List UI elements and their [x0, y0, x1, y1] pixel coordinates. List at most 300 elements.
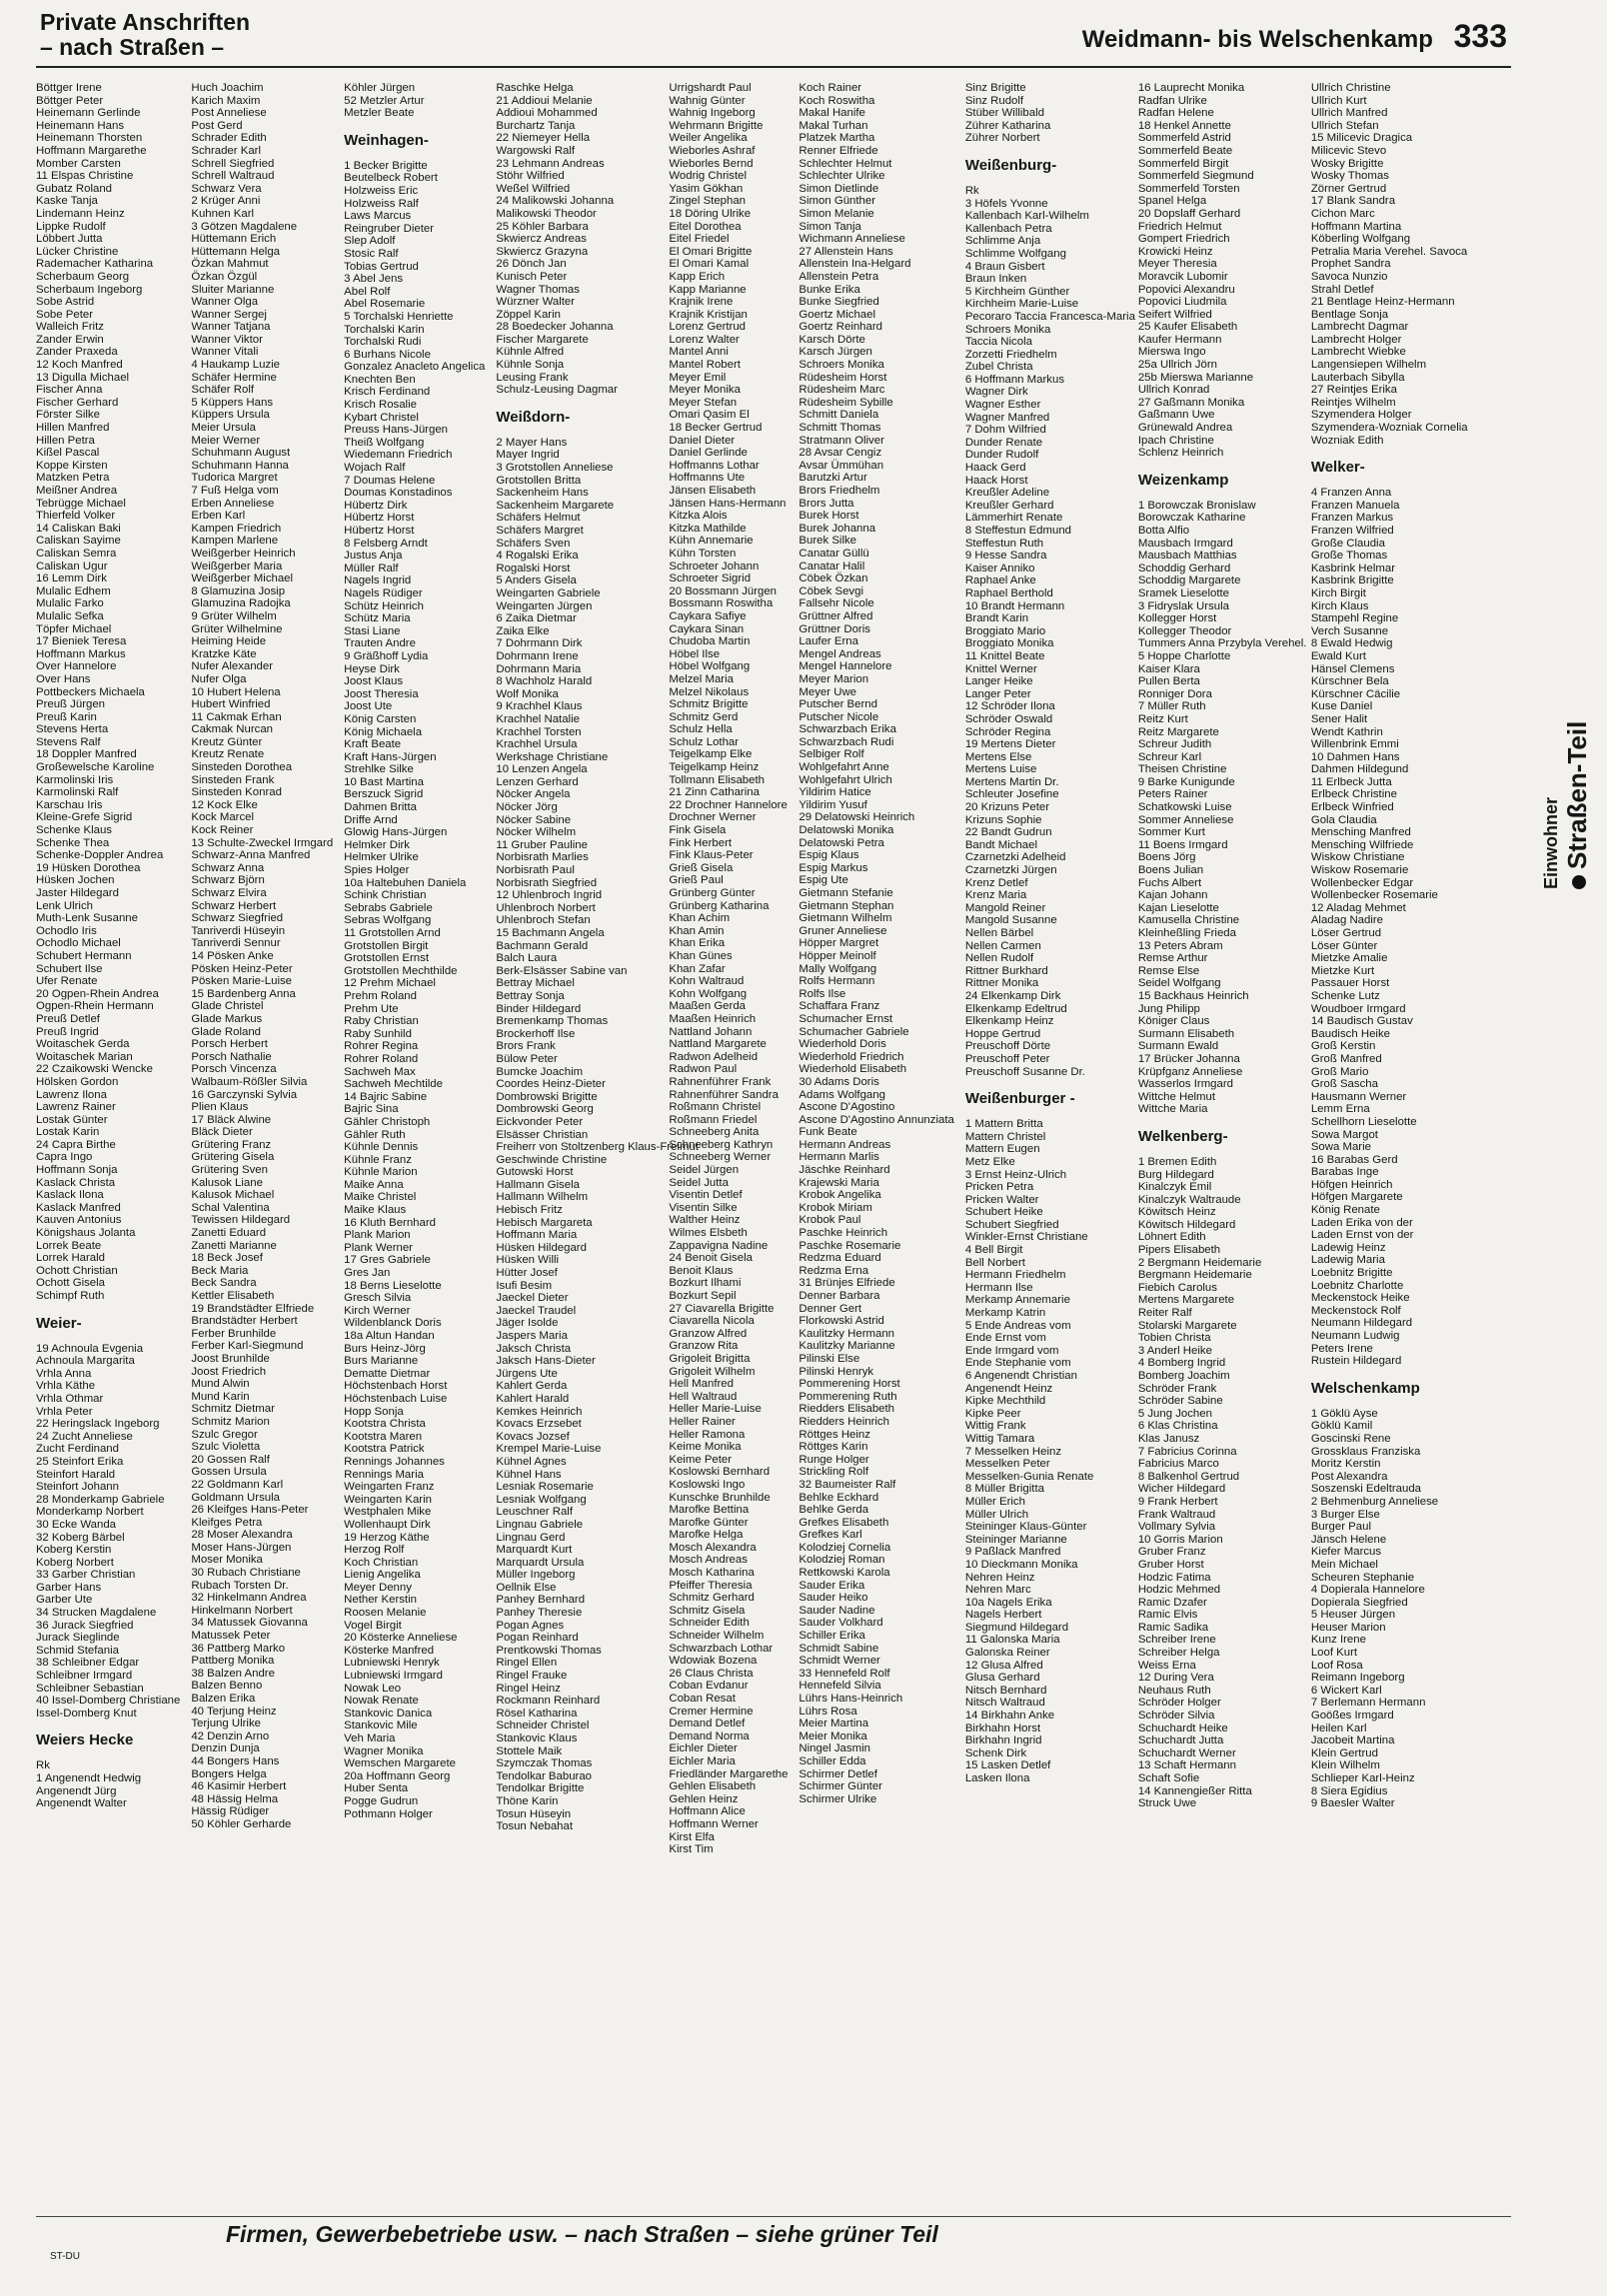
resident-entry: Makal Turhan: [799, 119, 868, 132]
resident-entry: Dunder Rudolf: [964, 449, 1039, 462]
resident-entry: 28 Avsar Cengiz: [799, 447, 882, 460]
resident-entry: Krobok Miriam: [799, 1201, 872, 1214]
resident-entry: Kirch Klaus: [1310, 599, 1369, 612]
resident-entry: Reintjes Wilhelm: [1310, 396, 1396, 409]
resident-entry: Szulc Violetta: [191, 1441, 261, 1454]
resident-entry: Kißel Pascal: [36, 447, 100, 460]
resident-entry: Pogge Gudrun: [344, 1794, 419, 1807]
resident-entry: Koch Roswitha: [799, 94, 875, 107]
resident-entry: Schütz Maria: [344, 612, 411, 625]
resident-entry: 24 Zucht Anneliese: [36, 1430, 133, 1443]
resident-entry: Sauder Heiko: [799, 1592, 868, 1605]
resident-entry: Schmidt Werner: [799, 1655, 880, 1668]
resident-entry: Skwiercz Andreas: [496, 233, 587, 246]
resident-entry: Vrhla Käthe: [36, 1380, 96, 1393]
resident-entry: 11 Elspas Christine: [36, 170, 134, 183]
resident-entry: Sobe Peter: [36, 308, 93, 321]
resident-entry: Ipach Christine: [1137, 434, 1214, 447]
resident-entry: Seidel Jutta: [669, 1176, 729, 1189]
resident-entry: Rohrer Regina: [344, 1040, 419, 1053]
resident-entry: Huch Joachim: [191, 82, 264, 94]
resident-entry: Löser Gertrud: [1310, 927, 1382, 939]
resident-entry: Torchalski Rudi: [344, 336, 422, 349]
resident-entry: Wemschen Margarete: [344, 1757, 456, 1770]
resident-entry: Lostak Karin: [36, 1126, 100, 1139]
resident-entry: Mietzke Amalie: [1310, 952, 1388, 965]
resident-entry: Dopierala Siegfried: [1310, 1596, 1408, 1609]
resident-entry: Lippke Rudolf: [36, 220, 106, 233]
resident-entry: 25 Kaufer Elisabeth: [1137, 321, 1238, 334]
resident-entry: 21 Addioui Melanie: [496, 94, 593, 107]
resident-entry: Schneider Edith: [669, 1617, 750, 1630]
resident-entry: Wittche Maria: [1137, 1103, 1208, 1116]
resident-entry: Wosky Brigitte: [1310, 157, 1384, 170]
resident-entry: Fuchs Albert: [1137, 876, 1202, 889]
resident-entry: Schröder Holger: [1137, 1697, 1221, 1710]
resident-entry: Wiskow Christiane: [1310, 851, 1405, 864]
resident-entry: Schmidt Sabine: [799, 1642, 879, 1655]
resident-entry: Scherbaum Georg: [36, 270, 130, 283]
resident-entry: Langensiepen Wilhelm: [1310, 359, 1427, 372]
resident-entry: Borowczak Katharine: [1137, 512, 1246, 525]
resident-entry: Zander Erwin: [36, 333, 104, 346]
resident-entry: 15 Lasken Detlef: [964, 1759, 1051, 1772]
resident-entry: Steininger Marianne: [964, 1533, 1067, 1546]
resident-entry: 18 Becker Gertrud: [669, 422, 763, 435]
resident-entry: Groß Mario: [1310, 1065, 1369, 1078]
resident-entry: Demand Detlef: [669, 1718, 746, 1730]
resident-entry: 14 Bajric Sabine: [344, 1090, 428, 1103]
resident-entry: Strickling Rolf: [799, 1466, 869, 1479]
resident-entry: Grieß Paul: [669, 874, 724, 887]
resident-entry: Preuschoff Dörte: [964, 1040, 1051, 1053]
street-heading: Weinhagen-: [344, 131, 429, 149]
resident-entry: Stratmann Oliver: [799, 434, 884, 447]
resident-entry: Königshaus Jolanta: [36, 1227, 136, 1240]
resident-entry: 9 Baesler Walter: [1310, 1797, 1395, 1810]
resident-entry: Balzen Erika: [191, 1693, 256, 1705]
directory-column: [964, 82, 1135, 2210]
resident-entry: 3 Fidryslak Ursula: [1137, 599, 1229, 612]
resident-entry: 5 Ende Andreas vom: [964, 1319, 1071, 1332]
resident-entry: Zubel Christa: [964, 361, 1033, 374]
resident-entry: Zucht Ferdinand: [36, 1443, 119, 1456]
resident-entry: Hoffmann Markus: [36, 647, 126, 660]
resident-entry: Krajnik Irene: [669, 296, 734, 309]
resident-entry: Lorenz Gertrud: [669, 321, 746, 334]
resident-entry: El Omari Kamal: [669, 258, 750, 271]
resident-entry: Marquardt Ursula: [496, 1556, 585, 1569]
street-heading: Welker-: [1310, 459, 1365, 477]
resident-entry: Loof Rosa: [1310, 1659, 1363, 1672]
resident-entry: 20 Gossen Ralf: [191, 1453, 270, 1466]
resident-entry: 10 Dieckmann Monika: [964, 1558, 1078, 1571]
resident-entry: Caliskan Sayime: [36, 535, 121, 548]
resident-entry: Lasken Ilona: [964, 1772, 1030, 1784]
resident-entry: Stankovic Mile: [344, 1720, 418, 1732]
resident-entry: 6 Zaika Dietmar: [496, 612, 577, 625]
resident-entry: Kohn Waltraud: [669, 975, 745, 988]
resident-entry: Jung Philipp: [1137, 1002, 1200, 1015]
resident-entry: Grefkes Karl: [799, 1529, 862, 1542]
resident-entry: Ringel Ellen: [496, 1657, 558, 1670]
resident-entry: Geschwinde Christine: [496, 1153, 608, 1166]
resident-entry: Klein Gertrud: [1310, 1746, 1378, 1759]
resident-entry: Böttger Peter: [36, 94, 104, 107]
resident-entry: Schoddig Margarete: [1137, 574, 1241, 587]
resident-entry: Stüber Willibald: [964, 107, 1044, 120]
resident-entry: Kemkes Heinrich: [496, 1405, 583, 1418]
resident-entry: Marofke Bettina: [669, 1504, 750, 1517]
resident-entry: Schäfers Helmut: [496, 512, 581, 525]
resident-entry: Hüsken Willi: [496, 1254, 560, 1267]
resident-entry: Hoffmann Martina: [1310, 220, 1402, 233]
resident-entry: Tebrügge Michael: [36, 497, 126, 510]
resident-entry: Heller Marie-Luise: [669, 1403, 762, 1416]
resident-entry: Jäschke Reinhard: [799, 1164, 890, 1177]
resident-entry: Tanriverdi Sennur: [191, 937, 281, 950]
resident-entry: Ningel Jasmin: [799, 1742, 870, 1755]
resident-entry: Koslowski Ingo: [669, 1478, 746, 1491]
resident-entry: Gubatz Roland: [36, 182, 112, 195]
resident-entry: Tosun Hüseyin: [496, 1807, 572, 1820]
resident-entry: Grüter Wilhelmine: [191, 622, 283, 635]
resident-entry: Kahlert Harald: [496, 1392, 570, 1405]
resident-entry: Krowicki Heinz: [1137, 245, 1213, 258]
resident-entry: 12 Uhlenbroch Ingrid: [496, 889, 603, 902]
resident-entry: Höbel Wolfgang: [669, 660, 751, 673]
resident-entry: Boens Jörg: [1137, 851, 1196, 864]
resident-entry: Mosch Katharina: [669, 1567, 755, 1580]
resident-entry: Schoddig Gerhard: [1137, 562, 1231, 574]
resident-entry: 6 Burhans Nicole: [344, 348, 431, 361]
resident-entry: 42 Denzin Arno: [191, 1729, 270, 1742]
resident-entry: Würzner Walter: [496, 296, 576, 309]
resident-entry: 10 Bast Martina: [344, 775, 424, 788]
resident-entry: Mally Wolfgang: [799, 962, 877, 975]
resident-entry: 5 Heuser Jürgen: [1310, 1609, 1396, 1622]
resident-entry: Stöhr Wilfried: [496, 170, 565, 183]
resident-entry: Bandt Michael: [964, 838, 1038, 851]
resident-entry: Schmitz Gerd: [669, 710, 739, 723]
resident-entry: Kreutz Renate: [191, 748, 265, 761]
resident-entry: Roßmann Christel: [669, 1101, 762, 1114]
resident-entry: Zanetti Marianne: [191, 1239, 277, 1252]
resident-entry: Moser Hans-Jürgen: [191, 1541, 292, 1554]
resident-entry: Bozkurt Sepil: [669, 1290, 737, 1302]
resident-entry: Wanner Viktor: [191, 333, 263, 346]
resident-entry: Ronniger Dora: [1137, 687, 1212, 700]
resident-entry: 3 Anderl Heike: [1137, 1344, 1212, 1357]
resident-entry: Rubach Torsten Dr.: [191, 1579, 289, 1592]
resident-entry: Grieß Gisela: [669, 861, 734, 874]
resident-entry: Nöcker Angela: [496, 788, 571, 801]
resident-entry: Gehlen Elisabeth: [669, 1780, 757, 1793]
resident-entry: Meyer Uwe: [799, 685, 857, 698]
resident-entry: Glamuzina Radojka: [191, 597, 291, 610]
resident-entry: Binder Hildegard: [496, 1002, 582, 1015]
resident-entry: Wiederhold Friedrich: [799, 1050, 904, 1063]
resident-entry: Wolf Monika: [496, 687, 559, 700]
resident-entry: 9 Frank Herbert: [1137, 1495, 1218, 1508]
resident-entry: Wanner Vitali: [191, 346, 259, 359]
resident-entry: Schuchardt Heike: [1137, 1722, 1228, 1734]
resident-entry: 1 Borowczak Bronislaw: [1137, 499, 1256, 512]
resident-entry: 5 Küppers Hans: [191, 396, 274, 409]
resident-entry: Große Thomas: [1310, 550, 1388, 563]
resident-entry: Gietmann Wilhelm: [799, 912, 892, 925]
resident-entry: Fiebich Carolus: [1137, 1281, 1217, 1294]
resident-entry: Nehren Marc: [964, 1584, 1031, 1597]
resident-entry: Kovacs Erzsebet: [496, 1418, 582, 1431]
resident-entry: Nufer Alexander: [191, 660, 274, 673]
resident-entry: Issel-Domberg Knut: [36, 1707, 137, 1720]
resident-entry: Sebrabs Gabriele: [344, 901, 433, 914]
resident-entry: Rk: [36, 1759, 50, 1772]
resident-entry: Sommerfeld Beate: [1137, 144, 1233, 157]
resident-entry: Leuschner Ralf: [496, 1506, 573, 1519]
resident-entry: Pösken Marie-Luise: [191, 975, 293, 988]
resident-entry: Bläck Dieter: [191, 1126, 253, 1139]
resident-entry: 4 Franzen Anna: [1310, 487, 1392, 500]
resident-entry: Redzma Eduard: [799, 1252, 881, 1265]
resident-entry: Jänsch Helene: [1310, 1533, 1387, 1546]
resident-entry: Paschke Rosemarie: [799, 1239, 901, 1252]
resident-entry: Gossen Ursula: [191, 1466, 267, 1479]
resident-entry: 38 Schleibner Edgar: [36, 1657, 140, 1670]
resident-entry: Messelken-Gunia Renate: [964, 1470, 1094, 1483]
resident-entry: Jaster Hildegard: [36, 887, 119, 899]
resident-entry: Vrhla Peter: [36, 1405, 93, 1418]
resident-entry: Grünberg Katharina: [669, 899, 770, 912]
resident-entry: Ciavarella Nicola: [669, 1315, 755, 1328]
resident-entry: Mosch Alexandra: [669, 1541, 757, 1554]
directory-column: [344, 82, 485, 2210]
resident-entry: Kohn Wolfgang: [669, 987, 748, 1000]
resident-entry: Schimpf Ruth: [36, 1290, 105, 1302]
resident-entry: Hüsken Jochen: [36, 874, 115, 887]
resident-entry: Schal Valentina: [191, 1201, 270, 1214]
resident-entry: Fischer Gerhard: [36, 396, 119, 409]
resident-entry: Schröder Sabine: [1137, 1395, 1223, 1408]
resident-entry: 17 Bieniek Teresa: [36, 635, 127, 648]
resident-entry: Müller Ulrich: [964, 1508, 1029, 1521]
resident-entry: Bülow Peter: [496, 1052, 558, 1065]
resident-entry: Meier Werner: [191, 434, 261, 447]
resident-entry: Cremer Hermine: [669, 1705, 754, 1718]
resident-entry: Szymczak Thomas: [496, 1757, 593, 1770]
resident-entry: Jurack Sieglinde: [36, 1632, 120, 1645]
resident-entry: Burs Marianne: [344, 1355, 419, 1368]
resident-entry: Kolodziej Roman: [799, 1554, 885, 1567]
resident-entry: Meyer Monika: [669, 384, 741, 397]
resident-entry: Krajewski Maria: [799, 1176, 879, 1189]
resident-entry: Schmitt Daniela: [799, 409, 879, 422]
resident-entry: Lenk Ulrich: [36, 899, 93, 912]
resident-entry: Pottbeckers Michaela: [36, 685, 145, 698]
resident-entry: Pogan Reinhard: [496, 1632, 579, 1645]
resident-entry: Schreur Karl: [1137, 750, 1202, 763]
resident-entry: Meier Monika: [799, 1729, 867, 1742]
resident-entry: Popovici Alexandru: [1137, 283, 1235, 296]
resident-entry: Pogan Agnes: [496, 1619, 565, 1632]
resident-entry: 7 Dohrmann Dirk: [496, 637, 583, 650]
resident-entry: 10 Brandt Hermann: [964, 599, 1065, 612]
resident-entry: 10a Nagels Erika: [964, 1596, 1052, 1609]
resident-entry: Ochott Gisela: [36, 1277, 106, 1290]
resident-entry: Denzin Dunja: [191, 1742, 260, 1755]
resident-entry: Kaufer Hermann: [1137, 333, 1222, 346]
resident-entry: 15 Backhaus Heinrich: [1137, 989, 1249, 1002]
resident-entry: Röttges Heinz: [799, 1428, 870, 1441]
resident-entry: Mausbach Irmgard: [1137, 537, 1233, 550]
resident-entry: Sauder Volkhard: [799, 1617, 883, 1630]
resident-entry: Schwarz Vera: [191, 182, 262, 195]
resident-entry: Granzow Rita: [669, 1340, 739, 1353]
resident-entry: Meier Ursula: [191, 422, 256, 435]
resident-entry: Kaslack Ilona: [36, 1189, 104, 1202]
resident-entry: Müller Ingeborg: [496, 1569, 576, 1582]
resident-entry: 7 Müller Ruth: [1137, 700, 1206, 713]
resident-entry: Sobe Astrid: [36, 296, 95, 309]
resident-entry: Mertens Martin Dr.: [964, 775, 1059, 788]
resident-entry: Hodzic Mehmed: [1137, 1584, 1221, 1597]
resident-entry: Schreiber Helga: [1137, 1647, 1220, 1660]
resident-entry: Petralia Maria Verehel. Savoca: [1310, 245, 1468, 258]
resident-entry: Gruner Anneliese: [799, 924, 887, 937]
resident-entry: Wodrig Christel: [669, 170, 748, 183]
resident-entry: Mayer Ingrid: [496, 449, 560, 462]
resident-entry: Kapp Erich: [669, 270, 726, 283]
resident-entry: 13 Digulla Michael: [36, 371, 130, 384]
resident-entry: Scheuren Stephanie: [1310, 1571, 1415, 1584]
resident-entry: Gruber Horst: [1137, 1558, 1204, 1571]
resident-entry: Hoffmann Werner: [669, 1817, 759, 1830]
resident-entry: Moravcik Lubomir: [1137, 270, 1228, 283]
resident-entry: Rockmann Reinhard: [496, 1695, 601, 1708]
resident-entry: Avsar Ümmühan: [799, 459, 884, 472]
resident-entry: Gruber Franz: [1137, 1546, 1206, 1559]
resident-entry: Hubert Winfried: [191, 698, 271, 711]
resident-entry: 24 Capra Birthe: [36, 1138, 116, 1151]
resident-entry: 33 Hennefeld Rolf: [799, 1667, 890, 1680]
resident-entry: Pommerening Horst: [799, 1378, 900, 1391]
resident-entry: Ferber Karl-Siegmund: [191, 1340, 304, 1353]
resident-entry: 11 Gruber Pauline: [496, 838, 588, 851]
resident-entry: Kuhnen Karl: [191, 207, 255, 220]
resident-entry: Prophet Sandra: [1310, 258, 1391, 271]
resident-entry: Pattberg Monika: [191, 1655, 275, 1668]
resident-entry: 16 Garczynski Sylvia: [191, 1088, 298, 1101]
section-tab-line2: Straßen-Teil: [1562, 720, 1592, 869]
resident-entry: Pothmann Holger: [344, 1807, 433, 1820]
resident-entry: Köwitsch Heinz: [1137, 1206, 1216, 1219]
resident-entry: Plien Klaus: [191, 1101, 249, 1114]
resident-entry: Driffe Arnd: [344, 813, 398, 826]
resident-entry: Wehrmann Brigitte: [669, 119, 764, 132]
resident-entry: Pullen Berta: [1137, 675, 1200, 688]
street-heading: Weier-: [36, 1314, 82, 1332]
resident-entry: 2 Krüger Anni: [191, 195, 261, 208]
street-heading: Weizenkamp: [1137, 471, 1229, 489]
resident-entry: Krenz Maria: [964, 889, 1027, 902]
resident-entry: Glade Roland: [191, 1025, 262, 1038]
resident-entry: Nellen Carmen: [964, 939, 1041, 952]
resident-entry: Ende Stephanie vom: [964, 1357, 1071, 1370]
resident-entry: Popovici Liudmila: [1137, 296, 1227, 309]
resident-entry: 9 Gräßhoff Lydia: [344, 649, 429, 662]
resident-entry: Mertens Luise: [964, 763, 1037, 776]
directory-columns: [36, 82, 1468, 2210]
resident-entry: 8 Steffestun Edmund: [964, 525, 1072, 537]
resident-entry: Werkshage Christiane: [496, 750, 609, 763]
resident-entry: 15 Milicevic Dragica: [1310, 132, 1413, 145]
resident-entry: Mulalic Farko: [36, 597, 104, 610]
resident-entry: Kühnle Sonja: [496, 359, 565, 372]
resident-entry: Hebisch Fritz: [496, 1204, 563, 1217]
resident-entry: Radfan Helene: [1137, 107, 1214, 120]
resident-entry: 19 Brandstädter Elfriede: [191, 1302, 315, 1315]
resident-entry: Lemm Erna: [1310, 1103, 1370, 1116]
resident-entry: 10 Lenzen Angela: [496, 763, 588, 776]
resident-entry: 40 Terjung Heinz: [191, 1705, 277, 1718]
resident-entry: Gonzalez Anacleto Angelica: [344, 361, 486, 374]
resident-entry: Kirst Tim: [669, 1843, 714, 1856]
resident-entry: Kaslack Manfred: [36, 1201, 121, 1214]
resident-entry: Kirch Werner: [344, 1304, 411, 1317]
resident-entry: Tendolkar Brigitte: [496, 1782, 585, 1795]
resident-entry: Urrigshardt Paul: [669, 82, 752, 94]
resident-entry: Kajan Lieselotte: [1137, 901, 1219, 914]
resident-entry: 7 Doumas Helene: [344, 474, 436, 487]
resident-entry: Surmann Ewald: [1137, 1040, 1219, 1053]
resident-entry: Scherbaum Ingeborg: [36, 283, 143, 296]
resident-entry: Sowa Margot: [1310, 1128, 1378, 1141]
resident-entry: Walleich Fritz: [36, 321, 104, 334]
resident-entry: Reiter Ralf: [1137, 1307, 1192, 1320]
resident-entry: Lauterbach Sibylla: [1310, 371, 1405, 384]
resident-entry: 27 Gaßmann Monika: [1137, 396, 1245, 409]
resident-entry: Erben Anneliese: [191, 497, 275, 510]
resident-entry: Schumacher Ernst: [799, 1012, 893, 1025]
resident-entry: Lorrek Harald: [36, 1252, 106, 1265]
resident-entry: Panhey Theresie: [496, 1607, 583, 1620]
resident-entry: 34 Strucken Magdalene: [36, 1607, 157, 1620]
resident-entry: Kürschner Bela: [1310, 675, 1389, 688]
resident-entry: Prehm Roland: [344, 989, 417, 1002]
resident-entry: Schrell Siegfried: [191, 157, 275, 170]
resident-entry: Uhlenbroch Norbert: [496, 901, 596, 914]
resident-entry: 4 Bell Birgit: [964, 1244, 1023, 1257]
resident-entry: Pecoraro Taccia Francesca-Maria: [964, 310, 1135, 323]
resident-entry: Kalusok Liane: [191, 1176, 263, 1189]
resident-entry: 9 Grüter Wilhelm: [191, 609, 277, 622]
resident-entry: Uhlenbroch Stefan: [496, 914, 591, 927]
resident-entry: Schneeberg Anita: [669, 1126, 760, 1139]
resident-entry: Grefkes Elisabeth: [799, 1516, 889, 1529]
resident-entry: Delatowski Monika: [799, 824, 894, 837]
resident-entry: Garber Hans: [36, 1581, 102, 1594]
resident-entry: 25a Ullrich Jörn: [1137, 359, 1217, 372]
resident-entry: Hillen Manfred: [36, 422, 110, 435]
resident-entry: Fabricius Marco: [1137, 1458, 1219, 1471]
resident-entry: Wohlgefahrt Anne: [799, 761, 889, 774]
resident-entry: Cakmak Nurcan: [191, 723, 274, 736]
resident-entry: Laws Marcus: [344, 210, 412, 223]
resident-entry: Wosky Thomas: [1310, 170, 1389, 183]
resident-entry: Weingarten Franz: [344, 1481, 435, 1494]
resident-entry: Mensching Wilfriede: [1310, 838, 1414, 851]
